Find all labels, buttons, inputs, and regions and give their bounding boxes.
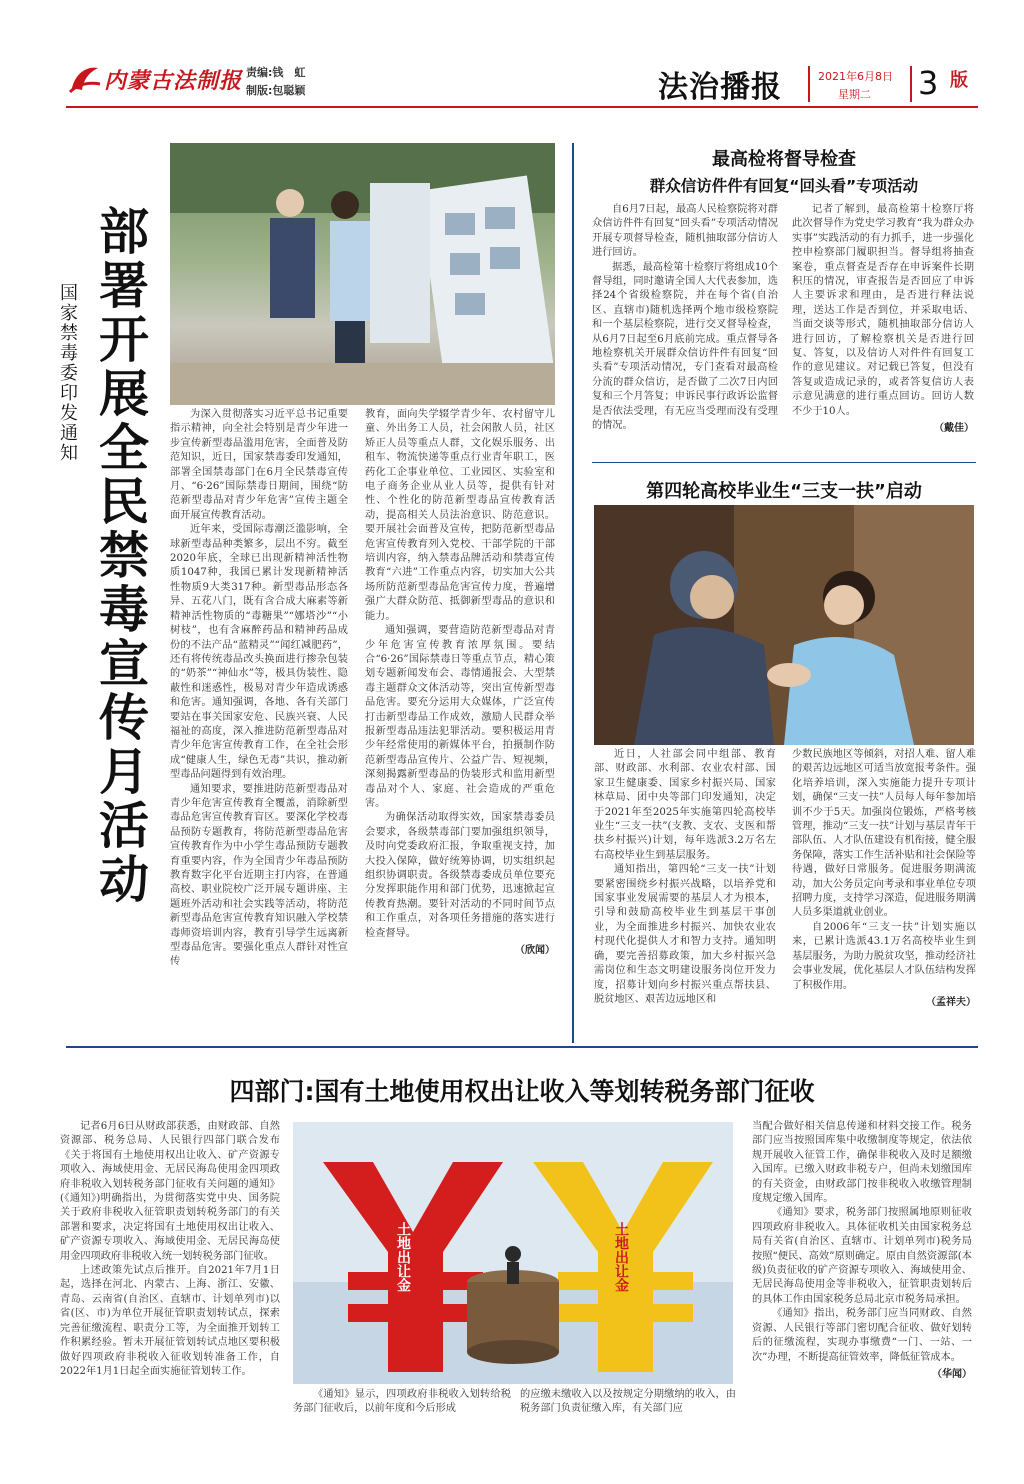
column-divider <box>572 143 574 1043</box>
paragraph: 当配合做好相关信息传递和材料交接工作。税务部门应当按照国库集中收缴制度等规定，依法依规开展收入征管工作，确保非税收入及时足额缴入国库。已缴入财政非税专户，但尚未划缴国库的有关资金，由财政部门按非税收入收缴管理制度规定缴入国库。 <box>752 1121 972 1205</box>
logo-text: 内蒙古法制报 <box>104 69 243 94</box>
masthead-rule <box>66 106 978 108</box>
land-revenue-photo <box>293 1122 733 1384</box>
paragraph: 通知指出，第四轮“三支一扶”计划要紧密围绕乡村振兴战略，以培养党和国家事业发展需要的基层人才为根本，引导和鼓励高校毕业生到基层干事创业，为全面推进乡村振兴、加快农业农村现代化提供人才和智力支持。通知明确，要完善招募政策，加大乡村振兴急需岗位和生态文明建设服务岗位开发力度，招募计划向乡村振兴重点帮扶县、脱贫地区、艰苦边远地区和 <box>594 864 776 1005</box>
paragraph: 记者了解到，最高检第十检察厅将此次督导作为党史学习教育“我为群众办实事”实践活动的有力抓手，进一步强化控申检察部门履职担当。督导组将抽查案卷，重点督查是否存在申诉案件长期积压的情况，审查报告是否回应了申诉人主要诉求和理由，是否进行释法说理，送达工作是否到位，并采取电话、当面交谈等形式，随机抽取部分信访人进行回访，了解检察机关是否进行回复、答复，以及信访人对件件有回复工作的意见建议。对记载已答复，但没有答复或造成记录的，或者答复信访人表示意见满意的进行重点回访。回访人数不少于10人。 <box>792 204 974 417</box>
article3-headline: 第四轮高校毕业生“三支一扶”启动 <box>646 481 922 502</box>
paragraph: 记者6月6日从财政部获悉，由财政部、自然资源部、税务总局、人民银行四部门联合发布《关于将国有土地使用权出让收入、矿产资源专项收入、海域使用金、无居民海岛使用金四项政府非税收入划转税务部门征收有关问题的通知》(《通知》)明确指出，为贯彻落实党中央、国务院关于政府非税收入征管职责划转税务部门的有关部署和要求，决定将国有土地使用权出让收入、矿产资源专项收入、海域使用金、无居民海岛使用金四项政府非税收入统一划转税务部门征收。 <box>60 1121 280 1262</box>
page-number-box <box>910 66 974 102</box>
paragraph: 的应缴未缴收入以及按规定分期缴纳的收入，由税务部门负责征缴入库，有关部门应 <box>520 1389 736 1415</box>
article4-column-2 <box>293 1388 511 1417</box>
issue-date: 2021年6月8日 <box>818 70 893 83</box>
article1-subtitle: 国家禁毒委印发通知 <box>57 283 78 463</box>
article2-column-2 <box>792 203 974 434</box>
article2-column-1 <box>592 203 778 434</box>
article1-column-2 <box>365 408 555 956</box>
anti-drug-exhibition-photo <box>170 143 555 405</box>
editor-credit: 责编:钱 虹 <box>246 66 306 79</box>
article4-column-4 <box>752 1120 972 1380</box>
paragraph: 上述政策先试点后推开。自2021年7月1日起，选择在河北、内蒙古、上海、浙江、安徽、青岛、云南省(自治区、直辖市、计划单列市)以省(区、市)为单位开展征管职责划转试点，探索完善征缴流程、职责分工等，为全面推开划转工作积累经验。暂未开展征管划转试点地区要积极做好四项政府非税收入征收划转准备工作，自2022年1月1日起全面实施征管划转工作。 <box>60 1265 280 1377</box>
date-box <box>808 66 910 102</box>
issue-weekday: 星期二 <box>838 88 871 101</box>
newspaper-logo <box>68 62 243 96</box>
page-number: 3 <box>918 64 939 102</box>
paragraph: 为深入贯彻落实习近平总书记重要指示精神，向全社会特别是青少年进一步宣传新型毒品滥用危害，全面普及防范知识，近日，国家禁毒委印发通知，部署全国禁毒部门在6月全民禁毒宣传月、“6·26”国际禁毒日期间，围绕“防范新型毒品对青少年危害”宣传主题全面开展宣传教育活动。 <box>170 409 348 521</box>
section-divider <box>592 462 976 463</box>
article4-headline: 四部门:国有土地使用权出让收入等划转税务部门征收 <box>229 1077 815 1106</box>
logo-emblem-icon <box>68 62 102 94</box>
article4-column-3 <box>520 1388 736 1417</box>
section-title: 法治播报 <box>658 70 782 105</box>
article4-byline: （华闻） <box>932 1368 972 1380</box>
bottom-section-rule <box>66 1046 572 1048</box>
article3-column-1 <box>594 748 776 1007</box>
page-suffix: 版 <box>950 70 968 91</box>
volunteer-scene-icon <box>594 505 974 745</box>
article3-column-2 <box>792 748 976 1008</box>
paragraph: 《通知》显示，四项政府非税收入划转给税务部门征收后，以前年度和今后形成 <box>293 1389 511 1415</box>
paragraph: 近年来，受国际毒潮泛滥影响，全球新型毒品种类繁多，层出不穷。截至2020年底，全球已出现新精神活性物质1047种，我国已累计发现新精神活性物质9大类317种。新型毒品形态各异、五花八门，既有含合成大麻素等新精神活性物质的“毒糖果”“娜塔沙”“小树枝”，也有含麻醉药品和精神药品成份的不法产品“蓝精灵”“闻红减肥药”，还有将传统毒品改头换面进行掺杂包装的“奶茶”“神仙水”等，极具伪装性、隐蔽性和迷惑性，极易对青少年造成诱惑和危害。通知强调，各地、各有关部门要站在事关国家安危、民族兴衰、人民福祉的高度，深入推进防范新型毒品对青少年危害宣传教育工作，在全社会形成“健康人生，绿色无毒”共识，推动新型毒品问题得到有效治理。 <box>170 524 348 781</box>
article2-headline: 最高检将督导检查 群众信访件件有回复“回头看”专项活动 <box>649 149 919 195</box>
layout-credit: 制版:包聪颖 <box>246 84 306 97</box>
article1-column-1 <box>170 408 348 970</box>
paragraph: 通知要求，要推进防范新型毒品对青少年危害宣传教育全覆盖，消除新型毒品危害宣传教育盲区。要深化学校毒品预防专题教育，将防范新型毒品危害宣传教育作为中小学生毒品预防专题教育重要内容，作为全国青少年毒品预防教育数字化平台近期主打内容，在普通高校、职业院校广泛开展专题讲座、主题班外活动和社会实践等活动，将防范新型毒品危害宣传教育知识融入学校禁毒师资培训内容，教育引导学生远离新型毒品危害。要强化重点人群针对性宣传 <box>170 783 348 968</box>
exhibition-scene-icon <box>170 143 555 405</box>
article2-byline: （戴佳） <box>934 423 974 435</box>
paragraph: 《通知》要求，税务部门按照属地原则征收四项政府非税收入。具体征收机关由国家税务总局有关省(自治区、直辖市、计划单列市)税务局按照“便民、高效”原则确定。原由自然资源部(本级)负责征收的矿产资源专项收入、海域使用金、无居民海岛使用金等非税收入，征管职责划转后的具体工作由国家税务总局北京市税务局承担。 <box>752 1207 972 1305</box>
article1-byline: （欣闻） <box>515 945 555 957</box>
paragraph: 通知强调，要营造防范新型毒品对青少年危害宣传教育浓厚氛围。要结合“6·26”国际禁毒日等重点节点，精心策划专题新闻发布会、毒情通报会、大型禁毒主题群众文体活动等，突出宣传新型毒品危害。要充分运用大众媒体，广泛宣传打击新型毒品工作成效，激励人民群众举报新型毒品违法犯罪活动。要积极运用青少年经常使用的新媒体平台，拍摄制作防范新型毒品宣传片、公益广告、短视频，深刻揭露新型毒品的伪装形式和监用新型毒品对个人、家庭、社会造成的严重危害。 <box>365 625 555 809</box>
paragraph: 自6月7日起，最高人民检察院将对群众信访件件有回复“回头看”专项活动情况开展专项督导检查，随机抽取部分信访人进行回访。 <box>592 204 778 259</box>
article3-byline: （孟祥夫） <box>926 996 976 1008</box>
bottom-section-rule-right <box>572 1046 978 1048</box>
article1-headline: 部署开展全民禁毒宣传月活动 <box>91 205 149 907</box>
paragraph: 为确保活动取得实效，国家禁毒委员会要求，各级禁毒部门要加强组织领导，及时向党委政府汇报，争取重视支持，加大投入保障，做好统筹协调，切实组织起组织协调职责。各级禁毒委成员单位要充分发挥职能作用和部门优势，迅速掀起宣传教育热潮。要针对活动的不同时间节点和工作重点，对各项任务措施的落实进行检查督导。 <box>365 812 555 939</box>
masthead <box>0 0 1024 110</box>
paragraph: 少数民族地区等倾斜，对招人难、留人难的艰苦边远地区可适当放宽报考条件。强化培养培训，深入实施能力提升专项计划，确保“三支一扶”人员每人每年参加培训不少于5天。加强岗位锻炼，严格考核管理，推动“三支一扶”计划与基层青年干部队伍、人才队伍建设有机衔接，健全服务保障，落实工作生活补贴和社会保险等待遇，做好日常服务。促进服务期满流动，加大公务员定向考录和事业单位专项招聘力度，支持学习深造，促进服务期满人员多渠道就业创业。 <box>792 749 976 919</box>
paragraph: 近日，人社部会同中组部、教育部、财政部、水利部、农业农村部、国家卫生健康委、国家乡村振兴局、国家林草局、团中央等部门印发通知，决定于2021年至2025年实施第四轮高校毕业生“三支一扶”(支教、支农、支医和帮扶乡村振兴)计划，每年选派3.2万名左右高校毕业生到基层服务。 <box>594 749 776 861</box>
photo-label-right: 土地出让金 <box>613 1222 629 1292</box>
paragraph: 据悉，最高检第十检察厅将组成10个督导组，同时邀请全国人大代表参加，选择24个省级检察院，并在每个省(自治区、直辖市)随机选择两个地市级检察院和一个基层检察院，进行交叉督导检查，从6月7日起至6月底前完成。重点督导各地检察机关开展群众信访件件有回复“回头看”专项活动情况，专门查看对最高检分流的群众信访，是否做了二次7日内回复和三个月答复；申诉民事行政诉讼监督是否依法受理，有无应当受理而没有受理的情况。 <box>592 261 778 432</box>
volunteer-visit-photo <box>594 505 974 745</box>
photo-label-left: 土地出让金 <box>395 1222 411 1292</box>
paragraph: 自2006年“三支一扶”计划实施以来，已累计选派43.1万名高校毕业生到基层服务，为助力脱贫攻坚，推动经济社会事业发展，优化基层人才队伍结构发挥了积极作用。 <box>792 921 976 991</box>
paragraph: 《通知》指出，税务部门应当同财政、自然资源、人民银行等部门密切配合征收、做好划转后的征缴流程，实现办事缴费“一门、一站、一次”办理，不断提高征管效率，降低征管成本。 <box>752 1308 972 1363</box>
article4-column-1 <box>60 1120 280 1379</box>
paragraph: 教育，面向失学辍学青少年、农村留守儿童、外出务工人员，社会闲散人员，社区矫正人员等重点人群，文化娱乐服务、出租车、物流快递等重点行业青年职工，医药化工企事业单位、工业园区、实验室和电子商务企业从业人员等，提供有针对性、个性化的防范新型毒品宣传教育活动，提高相关人员法治意识、防范意识。要开展社会面普及宣传，把防范新型毒品危害宣传教育列入党校、干部学院的干部培训内容，纳入禁毒品牌活动和禁毒宣传教育“六进”工作重点内容，切实加大公共场所防范新型毒品危害宣传力度，普遍增强广大群众防范、抵御新型毒品的意识和能力。 <box>365 409 555 622</box>
yuan-symbols-scene-icon <box>293 1122 733 1384</box>
